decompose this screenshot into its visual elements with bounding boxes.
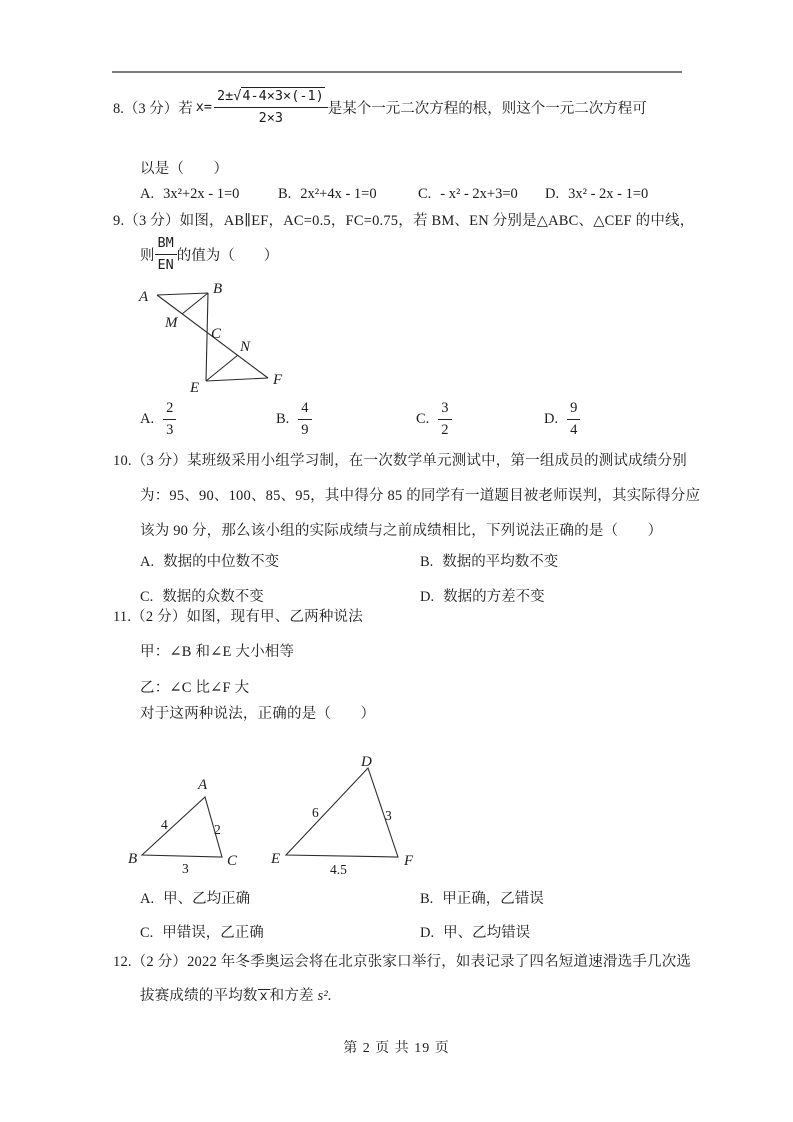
q8-x-equals: x= xyxy=(195,99,213,116)
q12-s-squared-symbol: s². xyxy=(317,988,332,1004)
q9-fraction-numerator: BM xyxy=(155,235,177,255)
q10-text-line1: 10.（3 分）某班级采用小组学习制，在一次数学单元测试中，第一组成员的测试成绩分别 xyxy=(113,453,687,469)
q11-option-a-text: 甲、乙均正确 xyxy=(163,891,251,907)
q10-option-b xyxy=(420,550,558,571)
q9-fraction-line xyxy=(140,235,278,274)
q11-fig-label-c: C xyxy=(227,853,238,869)
q8-formula-line xyxy=(113,88,647,127)
q8-text-line2: 以是（ ） xyxy=(140,161,229,177)
q8-option-a-text: 3x²+2x - 1=0 xyxy=(163,186,240,202)
q8-text-prefix: 8.（3 分）若 xyxy=(113,100,193,117)
q9-option-a xyxy=(140,400,176,440)
q11-fig-label-f: F xyxy=(404,853,413,869)
q10-option-d-label: D. xyxy=(420,589,435,605)
q8-option-a-label: A. xyxy=(140,186,155,202)
q9-option-c xyxy=(416,400,452,440)
q10-text-line3: 该为 90 分，那么该小组的实际成绩与之前成绩相比，下列说法正确的是（ ） xyxy=(140,523,663,539)
q9-option-d-label: D. xyxy=(544,411,559,428)
q9-triangles-figure xyxy=(125,280,300,398)
q9-option-c-num: 3 xyxy=(438,400,451,420)
q10-option-c xyxy=(140,585,264,606)
q11-option-d xyxy=(420,921,530,942)
q8-quadratic-formula-fraction xyxy=(214,88,328,127)
q12-xbar-symbol: x xyxy=(259,989,268,1004)
q9-option-a-num: 2 xyxy=(163,400,176,420)
q9-option-a-fraction xyxy=(163,400,176,440)
q9-option-d-num: 9 xyxy=(567,400,580,420)
q9-option-b-label: B. xyxy=(276,411,290,428)
q11-option-c-text: 甲错误，乙正确 xyxy=(162,925,264,941)
q9-line2-prefix: 则 xyxy=(140,247,155,264)
q11-option-d-label: D. xyxy=(420,925,435,941)
q8-text-suffix: 是某个一元二次方程的根，则这个一元二次方程可 xyxy=(327,100,647,117)
q10-option-d xyxy=(420,585,545,606)
q8-fraction-numerator xyxy=(214,88,328,108)
q11-option-c-label: C. xyxy=(140,925,154,941)
q11-option-c xyxy=(140,921,264,942)
q9-option-d xyxy=(544,400,580,440)
q11-option-b xyxy=(420,887,544,908)
q12-text-line2 xyxy=(140,984,332,1005)
q9-fig-label-f: F xyxy=(273,372,283,388)
q8-option-d xyxy=(545,186,648,203)
q9-fig-label-a: A xyxy=(139,289,149,305)
q11-fig-label-a: A xyxy=(198,777,208,793)
q11-fig-label-d: D xyxy=(361,755,372,770)
q11-fig-side-bc: 3 xyxy=(182,861,189,876)
q11-fig-label-b: B xyxy=(128,851,138,867)
q9-option-d-fraction xyxy=(567,400,580,440)
q10-option-c-label: C. xyxy=(140,589,154,605)
q11-fig-side-ef: 4.5 xyxy=(330,862,347,877)
q11-option-a-label: A. xyxy=(140,891,155,907)
q9-line2-suffix: 的值为（ ） xyxy=(176,247,279,264)
q9-option-b xyxy=(276,400,312,440)
q9-option-d-den: 4 xyxy=(570,422,578,439)
q9-fraction-denominator: EN xyxy=(157,256,174,273)
q11-fig-side-ac: 2 xyxy=(214,822,221,837)
q10-option-b-text: 数据的平均数不变 xyxy=(442,554,559,570)
q8-option-c-text: - x² - 2x+3=0 xyxy=(440,186,518,202)
q11-fig-label-e: E xyxy=(271,851,281,867)
q10-text-line2: 为：95、90、100、85、95，其中得分 85 的同学有一道题目被老师误判，其实际得分应 xyxy=(140,488,701,504)
q9-fig-label-n: N xyxy=(240,339,251,355)
q9-fig-label-e: E xyxy=(190,380,200,396)
q12-line2-prefix: 拔赛成绩的平均数 xyxy=(140,988,258,1004)
q8-option-b-label: B. xyxy=(278,186,292,202)
q9-option-b-den: 9 xyxy=(301,422,309,439)
q11-option-d-text: 甲、乙均错误 xyxy=(443,925,531,941)
header-divider-rule xyxy=(112,71,682,73)
page-number-footer: 第 2 页 共 19 页 xyxy=(343,1041,450,1056)
q8-option-c-label: C. xyxy=(418,186,432,202)
q8-option-c xyxy=(418,186,518,203)
q9-fig-label-b: B xyxy=(213,281,223,297)
q10-option-c-text: 数据的众数不变 xyxy=(162,589,264,605)
q11-option-b-text: 甲正确，乙错误 xyxy=(442,891,544,907)
q8-option-b-text: 2x²+4x - 1=0 xyxy=(300,186,377,202)
q9-option-b-fraction xyxy=(298,400,311,440)
q9-text-line1: 9.（3 分）如图，AB∥EF，AC=0.5，FC=0.75，若 BM、EN 分别是△ABC、△CEF 的中线， xyxy=(113,213,695,229)
q11-option-a xyxy=(140,887,250,908)
q9-fig-label-m: M xyxy=(165,315,178,331)
q11-option-b-label: B. xyxy=(420,891,434,907)
q11-fig-side-ed: 6 xyxy=(312,805,319,820)
q9-bm-en-fraction xyxy=(155,235,177,274)
q11-statement-jia: 甲：∠B 和∠E 大小相等 xyxy=(140,644,295,660)
q10-option-a-text: 数据的中位数不变 xyxy=(163,554,280,570)
q9-option-c-label: C. xyxy=(416,411,430,428)
q8-fraction-denominator: 2×3 xyxy=(258,109,284,126)
q10-option-a-label: A. xyxy=(140,554,155,570)
q8-option-d-text: 3x² - 2x - 1=0 xyxy=(568,186,649,202)
q9-option-a-den: 3 xyxy=(166,422,174,439)
q10-option-d-text: 数据的方差不变 xyxy=(443,589,545,605)
q8-radicand: 4-4×3×(-1) xyxy=(242,88,324,104)
q9-fig-label-c: C xyxy=(211,326,222,342)
q9-option-c-fraction xyxy=(438,400,451,440)
q11-fig-side-ba: 4 xyxy=(161,817,168,832)
q9-option-a-label: A. xyxy=(140,411,155,428)
sqrt-radical-sign: √ xyxy=(233,88,242,104)
q10-option-b-label: B. xyxy=(420,554,434,570)
q10-option-a xyxy=(140,550,279,571)
q11-figure-lines xyxy=(142,768,398,857)
q8-option-b xyxy=(278,186,377,203)
q9-option-c-den: 2 xyxy=(441,422,449,439)
q9-option-b-num: 4 xyxy=(298,400,311,420)
q11-triangles-figure xyxy=(128,755,413,880)
q8-option-a xyxy=(140,186,239,203)
q8-num-prefix: 2± xyxy=(217,88,234,104)
q11-text-line1: 11.（2 分）如图，现有甲、乙两种说法 xyxy=(113,609,363,625)
q11-text-line4: 对于这两种说法，正确的是（ ） xyxy=(140,706,376,722)
q12-line2-mid: 和方差 xyxy=(269,988,314,1004)
q8-option-d-label: D. xyxy=(545,186,560,202)
q12-text-line1: 12.（2 分）2022 年冬季奥运会将在北京张家口举行，如表记录了四名短道速滑选手几次选 xyxy=(113,954,692,970)
q11-fig-side-df: 3 xyxy=(385,808,392,823)
q11-statement-yi: 乙：∠C 比∠F 大 xyxy=(140,680,250,696)
